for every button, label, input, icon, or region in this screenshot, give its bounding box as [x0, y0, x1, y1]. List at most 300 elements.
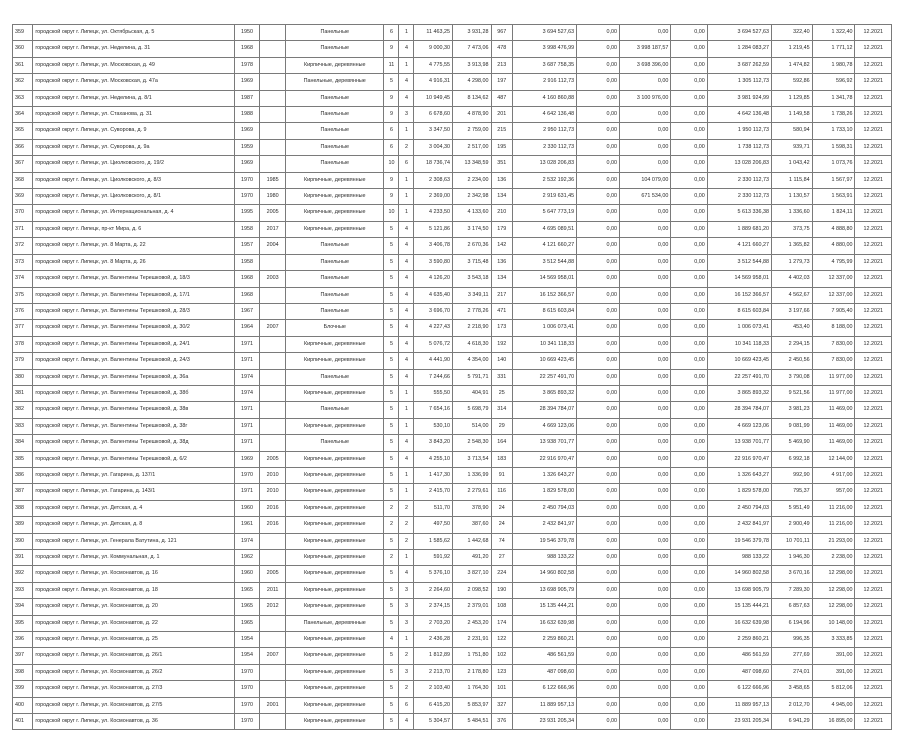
max-unit-cost-cell: 11 469,00	[812, 418, 855, 434]
municipal-funds-cell: 0,00	[671, 484, 707, 500]
entrances-cell: 1	[399, 402, 414, 418]
unit-cost-cell: 1 219,45	[771, 41, 812, 57]
residents-cell: 215	[491, 123, 512, 139]
living-area-cell: 1 764,30	[452, 681, 491, 697]
overhaul-year-cell	[260, 107, 286, 123]
floors-cell: 2	[384, 550, 399, 566]
residents-cell: 201	[491, 107, 512, 123]
regional-funds-cell: 0,00	[619, 681, 670, 697]
residents-cell: 192	[491, 336, 512, 352]
residents-cell: 27	[491, 550, 512, 566]
regional-funds-cell: 0,00	[619, 402, 670, 418]
commission-year-cell: 1970	[234, 681, 260, 697]
federal-funds-cell: 0,00	[577, 74, 620, 90]
municipal-funds-cell: 0,00	[671, 435, 707, 451]
completion-date-cell: 12.2021	[855, 500, 892, 516]
table-row	[13, 139, 892, 155]
max-unit-cost-cell: 1 824,11	[812, 205, 855, 221]
owners-funds-cell: 13 698 905,79	[707, 582, 771, 598]
overhaul-year-cell: 2001	[260, 697, 286, 713]
federal-funds-cell: 0,00	[577, 353, 620, 369]
entrances-cell: 4	[399, 566, 414, 582]
entrances-cell: 2	[399, 517, 414, 533]
address-cell: городской округ г. Липецк, ул. Космонавтов, д. 20	[33, 599, 234, 615]
residents-cell: 351	[491, 156, 512, 172]
commission-year-cell: 1969	[234, 123, 260, 139]
regional-funds-cell: 0,00	[619, 25, 670, 41]
wall-material-cell: Кирпичные, деревянные	[285, 697, 383, 713]
max-unit-cost-cell: 12 144,00	[812, 451, 855, 467]
overhaul-year-cell	[260, 369, 286, 385]
owners-funds-cell: 5 613 336,38	[707, 205, 771, 221]
total-cost-cell: 3 694 527,63	[512, 25, 576, 41]
floors-cell: 5	[384, 566, 399, 582]
federal-funds-cell: 0,00	[577, 599, 620, 615]
total-cost-cell: 2 950 112,73	[512, 123, 576, 139]
address-cell: городской округ г. Липецк, ул. Валентины Терешковой, д. 28/3	[33, 303, 234, 319]
total-area-cell: 3 347,50	[414, 123, 453, 139]
wall-material-cell: Панельные	[285, 271, 383, 287]
residents-cell: 29	[491, 418, 512, 434]
floors-cell: 5	[384, 435, 399, 451]
entrances-cell: 3	[399, 615, 414, 631]
row-number-cell: 380	[13, 369, 33, 385]
row-number-cell: 363	[13, 90, 33, 106]
max-unit-cost-cell: 4 917,00	[812, 467, 855, 483]
row-number-cell: 383	[13, 418, 33, 434]
table-row	[13, 599, 892, 615]
floors-cell: 9	[384, 90, 399, 106]
municipal-funds-cell: 0,00	[671, 599, 707, 615]
regional-funds-cell: 0,00	[619, 484, 670, 500]
federal-funds-cell: 0,00	[577, 582, 620, 598]
residents-cell: 478	[491, 41, 512, 57]
table-row	[13, 41, 892, 57]
unit-cost-cell: 592,86	[771, 74, 812, 90]
floors-cell: 5	[384, 271, 399, 287]
total-cost-cell: 3 687 758,35	[512, 57, 576, 73]
unit-cost-cell: 7 289,30	[771, 582, 812, 598]
address-cell: городской округ г. Липецк, ул. Интернациональная, д. 4	[33, 205, 234, 221]
federal-funds-cell: 0,00	[577, 664, 620, 680]
overhaul-year-cell	[260, 156, 286, 172]
total-area-cell: 6 678,60	[414, 107, 453, 123]
unit-cost-cell: 6 857,63	[771, 599, 812, 615]
living-area-cell: 2 548,30	[452, 435, 491, 451]
completion-date-cell: 12.2021	[855, 139, 892, 155]
overhaul-year-cell: 2016	[260, 500, 286, 516]
wall-material-cell: Кирпичные, деревянные	[285, 172, 383, 188]
owners-funds-cell: 13 028 206,83	[707, 156, 771, 172]
total-area-cell: 497,50	[414, 517, 453, 533]
overhaul-year-cell	[260, 41, 286, 57]
completion-date-cell: 12.2021	[855, 123, 892, 139]
row-number-cell: 399	[13, 681, 33, 697]
max-unit-cost-cell: 12 337,00	[812, 287, 855, 303]
living-area-cell: 2 234,00	[452, 172, 491, 188]
unit-cost-cell: 4 402,03	[771, 271, 812, 287]
address-cell: городской округ г. Липецк, ул. Космонавтов, д. 27/3	[33, 681, 234, 697]
federal-funds-cell: 0,00	[577, 172, 620, 188]
row-number-cell: 393	[13, 582, 33, 598]
wall-material-cell: Кирпичные, деревянные	[285, 664, 383, 680]
municipal-funds-cell: 0,00	[671, 369, 707, 385]
unit-cost-cell: 9 081,99	[771, 418, 812, 434]
row-number-cell: 381	[13, 385, 33, 401]
row-number-cell: 369	[13, 189, 33, 205]
total-area-cell: 2 374,15	[414, 599, 453, 615]
floors-cell: 5	[384, 714, 399, 730]
total-cost-cell: 4 160 860,88	[512, 90, 576, 106]
address-cell: городской округ г. Липецк, ул. Космонавтов, д. 26/2	[33, 664, 234, 680]
overhaul-year-cell	[260, 303, 286, 319]
total-cost-cell: 486 561,59	[512, 648, 576, 664]
living-area-cell: 3 713,54	[452, 451, 491, 467]
address-cell: городской округ г. Липецк, ул. Космонавтов, д. 22	[33, 615, 234, 631]
entrances-cell: 4	[399, 74, 414, 90]
max-unit-cost-cell: 12 298,00	[812, 599, 855, 615]
commission-year-cell: 1958	[234, 221, 260, 237]
floors-cell: 5	[384, 320, 399, 336]
row-number-cell: 379	[13, 353, 33, 369]
unit-cost-cell: 2 450,56	[771, 353, 812, 369]
entrances-cell: 4	[399, 254, 414, 270]
address-cell: городской округ г. Липецк, ул. Космонавтов, д. 16	[33, 566, 234, 582]
floors-cell: 5	[384, 287, 399, 303]
floors-cell: 5	[384, 74, 399, 90]
owners-funds-cell: 3 512 544,88	[707, 254, 771, 270]
entrances-cell: 1	[399, 550, 414, 566]
table-row	[13, 320, 892, 336]
owners-funds-cell: 28 394 784,07	[707, 402, 771, 418]
overhaul-year-cell: 2007	[260, 320, 286, 336]
living-area-cell: 2 098,52	[452, 582, 491, 598]
max-unit-cost-cell: 12 298,00	[812, 566, 855, 582]
table-row	[13, 221, 892, 237]
floors-cell: 5	[384, 697, 399, 713]
address-cell: городской округ г. Липецк, ул. Валентины Терешковой, д. 38г	[33, 418, 234, 434]
table-row	[13, 385, 892, 401]
residents-cell: 217	[491, 287, 512, 303]
living-area-cell: 2 453,20	[452, 615, 491, 631]
living-area-cell: 514,00	[452, 418, 491, 434]
federal-funds-cell: 0,00	[577, 271, 620, 287]
entrances-cell: 2	[399, 681, 414, 697]
municipal-funds-cell: 0,00	[671, 123, 707, 139]
overhaul-year-cell	[260, 123, 286, 139]
municipal-funds-cell: 0,00	[671, 550, 707, 566]
total-area-cell: 4 916,31	[414, 74, 453, 90]
completion-date-cell: 12.2021	[855, 599, 892, 615]
commission-year-cell: 1971	[234, 435, 260, 451]
total-cost-cell: 2 330 112,73	[512, 139, 576, 155]
row-number-cell: 370	[13, 205, 33, 221]
completion-date-cell: 12.2021	[855, 303, 892, 319]
completion-date-cell: 12.2021	[855, 714, 892, 730]
commission-year-cell: 1965	[234, 599, 260, 615]
wall-material-cell: Панельные, деревянные	[285, 74, 383, 90]
address-cell: городской округ г. Липецк, ул. Валентины Терешковой, д. 38в	[33, 402, 234, 418]
completion-date-cell: 12.2021	[855, 615, 892, 631]
living-area-cell: 2 231,91	[452, 632, 491, 648]
entrances-cell: 1	[399, 385, 414, 401]
residents-cell: 101	[491, 681, 512, 697]
table-row	[13, 451, 892, 467]
total-cost-cell: 1 006 073,41	[512, 320, 576, 336]
address-cell: городской округ г. Липецк, ул. Космонавтов, д. 27/5	[33, 697, 234, 713]
residents-cell: 142	[491, 238, 512, 254]
commission-year-cell: 1961	[234, 517, 260, 533]
wall-material-cell: Кирпичные, деревянные	[285, 57, 383, 73]
commission-year-cell: 1960	[234, 500, 260, 516]
address-cell: городской округ г. Липецк, ул. Стаханова, д. 31	[33, 107, 234, 123]
row-number-cell: 366	[13, 139, 33, 155]
row-number-cell: 401	[13, 714, 33, 730]
commission-year-cell: 1968	[234, 41, 260, 57]
residents-cell: 967	[491, 25, 512, 41]
entrances-cell: 1	[399, 25, 414, 41]
owners-funds-cell: 1 738 112,73	[707, 139, 771, 155]
floors-cell: 5	[384, 681, 399, 697]
federal-funds-cell: 0,00	[577, 90, 620, 106]
row-number-cell: 389	[13, 517, 33, 533]
total-area-cell: 4 126,20	[414, 271, 453, 287]
max-unit-cost-cell: 1 738,26	[812, 107, 855, 123]
total-cost-cell: 10 669 423,45	[512, 353, 576, 369]
max-unit-cost-cell: 1 322,40	[812, 25, 855, 41]
row-number-cell: 400	[13, 697, 33, 713]
municipal-funds-cell: 0,00	[671, 533, 707, 549]
residents-cell: 108	[491, 599, 512, 615]
residents-cell: 116	[491, 484, 512, 500]
overhaul-year-cell: 2004	[260, 238, 286, 254]
max-unit-cost-cell: 4 888,80	[812, 221, 855, 237]
overhaul-year-cell	[260, 254, 286, 270]
total-area-cell: 4 255,10	[414, 451, 453, 467]
completion-date-cell: 12.2021	[855, 221, 892, 237]
table-row	[13, 205, 892, 221]
entrances-cell: 3	[399, 107, 414, 123]
floors-cell: 5	[384, 402, 399, 418]
max-unit-cost-cell: 957,00	[812, 484, 855, 500]
total-cost-cell: 2 450 794,03	[512, 500, 576, 516]
completion-date-cell: 12.2021	[855, 418, 892, 434]
living-area-cell: 2 218,90	[452, 320, 491, 336]
living-area-cell: 2 342,98	[452, 189, 491, 205]
total-area-cell: 9 000,30	[414, 41, 453, 57]
federal-funds-cell: 0,00	[577, 107, 620, 123]
floors-cell: 6	[384, 139, 399, 155]
federal-funds-cell: 0,00	[577, 254, 620, 270]
unit-cost-cell: 6 992,18	[771, 451, 812, 467]
total-cost-cell: 22 916 970,47	[512, 451, 576, 467]
overhaul-year-cell	[260, 287, 286, 303]
regional-funds-cell: 0,00	[619, 550, 670, 566]
floors-cell: 9	[384, 41, 399, 57]
commission-year-cell: 1950	[234, 25, 260, 41]
owners-funds-cell: 4 642 136,48	[707, 107, 771, 123]
table-row	[13, 189, 892, 205]
commission-year-cell: 1971	[234, 402, 260, 418]
unit-cost-cell: 453,40	[771, 320, 812, 336]
total-cost-cell: 6 122 666,96	[512, 681, 576, 697]
commission-year-cell: 1957	[234, 238, 260, 254]
owners-funds-cell: 14 960 802,58	[707, 566, 771, 582]
overhaul-year-cell	[260, 664, 286, 680]
entrances-cell: 2	[399, 648, 414, 664]
municipal-funds-cell: 0,00	[671, 205, 707, 221]
wall-material-cell: Панельные	[285, 402, 383, 418]
entrances-cell: 6	[399, 697, 414, 713]
total-cost-cell: 2 919 631,45	[512, 189, 576, 205]
total-area-cell: 4 233,50	[414, 205, 453, 221]
table-row	[13, 648, 892, 664]
overhaul-year-cell: 2005	[260, 451, 286, 467]
commission-year-cell: 1970	[234, 697, 260, 713]
total-cost-cell: 28 394 784,07	[512, 402, 576, 418]
address-cell: городской округ г. Липецк, ул. Валентины Терешковой, д. 36а	[33, 369, 234, 385]
unit-cost-cell: 1 279,73	[771, 254, 812, 270]
total-cost-cell: 487 098,60	[512, 664, 576, 680]
owners-funds-cell: 19 546 379,78	[707, 533, 771, 549]
completion-date-cell: 12.2021	[855, 435, 892, 451]
federal-funds-cell: 0,00	[577, 484, 620, 500]
unit-cost-cell: 795,37	[771, 484, 812, 500]
commission-year-cell: 1974	[234, 369, 260, 385]
regional-funds-cell: 0,00	[619, 517, 670, 533]
regional-funds-cell: 0,00	[619, 500, 670, 516]
federal-funds-cell: 0,00	[577, 336, 620, 352]
address-cell: городской округ г. Липецк, ул. Космонавтов, д. 25	[33, 632, 234, 648]
completion-date-cell: 12.2021	[855, 550, 892, 566]
living-area-cell: 1 336,99	[452, 467, 491, 483]
living-area-cell: 4 618,30	[452, 336, 491, 352]
floors-cell: 5	[384, 648, 399, 664]
residents-cell: 173	[491, 320, 512, 336]
entrances-cell: 4	[399, 435, 414, 451]
living-area-cell: 387,60	[452, 517, 491, 533]
total-area-cell: 2 415,70	[414, 484, 453, 500]
row-number-cell: 386	[13, 467, 33, 483]
completion-date-cell: 12.2021	[855, 25, 892, 41]
completion-date-cell: 12.2021	[855, 238, 892, 254]
floors-cell: 2	[384, 500, 399, 516]
floors-cell: 5	[384, 533, 399, 549]
row-number-cell: 364	[13, 107, 33, 123]
municipal-funds-cell: 0,00	[671, 221, 707, 237]
total-area-cell: 2 703,20	[414, 615, 453, 631]
table-row	[13, 90, 892, 106]
federal-funds-cell: 0,00	[577, 435, 620, 451]
row-number-cell: 377	[13, 320, 33, 336]
max-unit-cost-cell: 7 905,40	[812, 303, 855, 319]
total-area-cell: 5 121,86	[414, 221, 453, 237]
owners-funds-cell: 16 632 639,98	[707, 615, 771, 631]
table-row	[13, 566, 892, 582]
total-cost-cell: 2 532 192,36	[512, 172, 576, 188]
floors-cell: 5	[384, 467, 399, 483]
residents-cell: 74	[491, 533, 512, 549]
max-unit-cost-cell: 1 073,76	[812, 156, 855, 172]
max-unit-cost-cell: 1 598,31	[812, 139, 855, 155]
wall-material-cell: Панельные	[285, 90, 383, 106]
table-row	[13, 287, 892, 303]
row-number-cell: 394	[13, 599, 33, 615]
entrances-cell: 2	[399, 500, 414, 516]
table-row	[13, 467, 892, 483]
wall-material-cell: Панельные	[285, 303, 383, 319]
federal-funds-cell: 0,00	[577, 189, 620, 205]
regional-funds-cell: 0,00	[619, 221, 670, 237]
residents-cell: 134	[491, 271, 512, 287]
federal-funds-cell: 0,00	[577, 402, 620, 418]
living-area-cell: 3 827,10	[452, 566, 491, 582]
total-cost-cell: 4 669 123,06	[512, 418, 576, 434]
table-row	[13, 107, 892, 123]
regional-funds-cell: 0,00	[619, 385, 670, 401]
total-area-cell: 6 415,20	[414, 697, 453, 713]
unit-cost-cell: 3 458,65	[771, 681, 812, 697]
row-number-cell: 368	[13, 172, 33, 188]
table-row	[13, 402, 892, 418]
commission-year-cell: 1954	[234, 632, 260, 648]
completion-date-cell: 12.2021	[855, 189, 892, 205]
row-number-cell: 390	[13, 533, 33, 549]
unit-cost-cell: 6 941,29	[771, 714, 812, 730]
floors-cell: 9	[384, 172, 399, 188]
table-row	[13, 582, 892, 598]
unit-cost-cell: 322,40	[771, 25, 812, 41]
living-area-cell: 4 354,00	[452, 353, 491, 369]
municipal-funds-cell: 0,00	[671, 681, 707, 697]
federal-funds-cell: 0,00	[577, 25, 620, 41]
address-cell: городской округ г. Липецк, ул. Детская, д. 4	[33, 500, 234, 516]
municipal-funds-cell: 0,00	[671, 303, 707, 319]
total-cost-cell: 11 889 957,13	[512, 697, 576, 713]
entrances-cell: 6	[399, 156, 414, 172]
residents-cell: 140	[491, 353, 512, 369]
owners-funds-cell: 16 152 366,57	[707, 287, 771, 303]
total-cost-cell: 4 121 660,27	[512, 238, 576, 254]
overhaul-year-cell: 2012	[260, 599, 286, 615]
max-unit-cost-cell: 11 216,00	[812, 500, 855, 516]
regional-funds-cell: 0,00	[619, 107, 670, 123]
entrances-cell: 4	[399, 451, 414, 467]
overhaul-year-cell	[260, 25, 286, 41]
completion-date-cell: 12.2021	[855, 451, 892, 467]
max-unit-cost-cell: 11 469,00	[812, 402, 855, 418]
total-cost-cell: 1 829 578,00	[512, 484, 576, 500]
table-body	[13, 25, 892, 730]
completion-date-cell: 12.2021	[855, 664, 892, 680]
entrances-cell: 4	[399, 287, 414, 303]
federal-funds-cell: 0,00	[577, 418, 620, 434]
municipal-funds-cell: 0,00	[671, 385, 707, 401]
total-area-cell: 5 304,57	[414, 714, 453, 730]
address-cell: городской округ г. Липецк, ул. Октябрьская, д. 5	[33, 25, 234, 41]
max-unit-cost-cell: 596,92	[812, 74, 855, 90]
federal-funds-cell: 0,00	[577, 369, 620, 385]
completion-date-cell: 12.2021	[855, 107, 892, 123]
commission-year-cell: 1954	[234, 648, 260, 664]
address-cell: городской округ г. Липецк, ул. Московская, д. 47а	[33, 74, 234, 90]
completion-date-cell: 12.2021	[855, 533, 892, 549]
total-cost-cell: 13 698 905,79	[512, 582, 576, 598]
floors-cell: 5	[384, 238, 399, 254]
unit-cost-cell: 5 951,49	[771, 500, 812, 516]
wall-material-cell: Кирпичные, деревянные	[285, 451, 383, 467]
municipal-funds-cell: 0,00	[671, 41, 707, 57]
